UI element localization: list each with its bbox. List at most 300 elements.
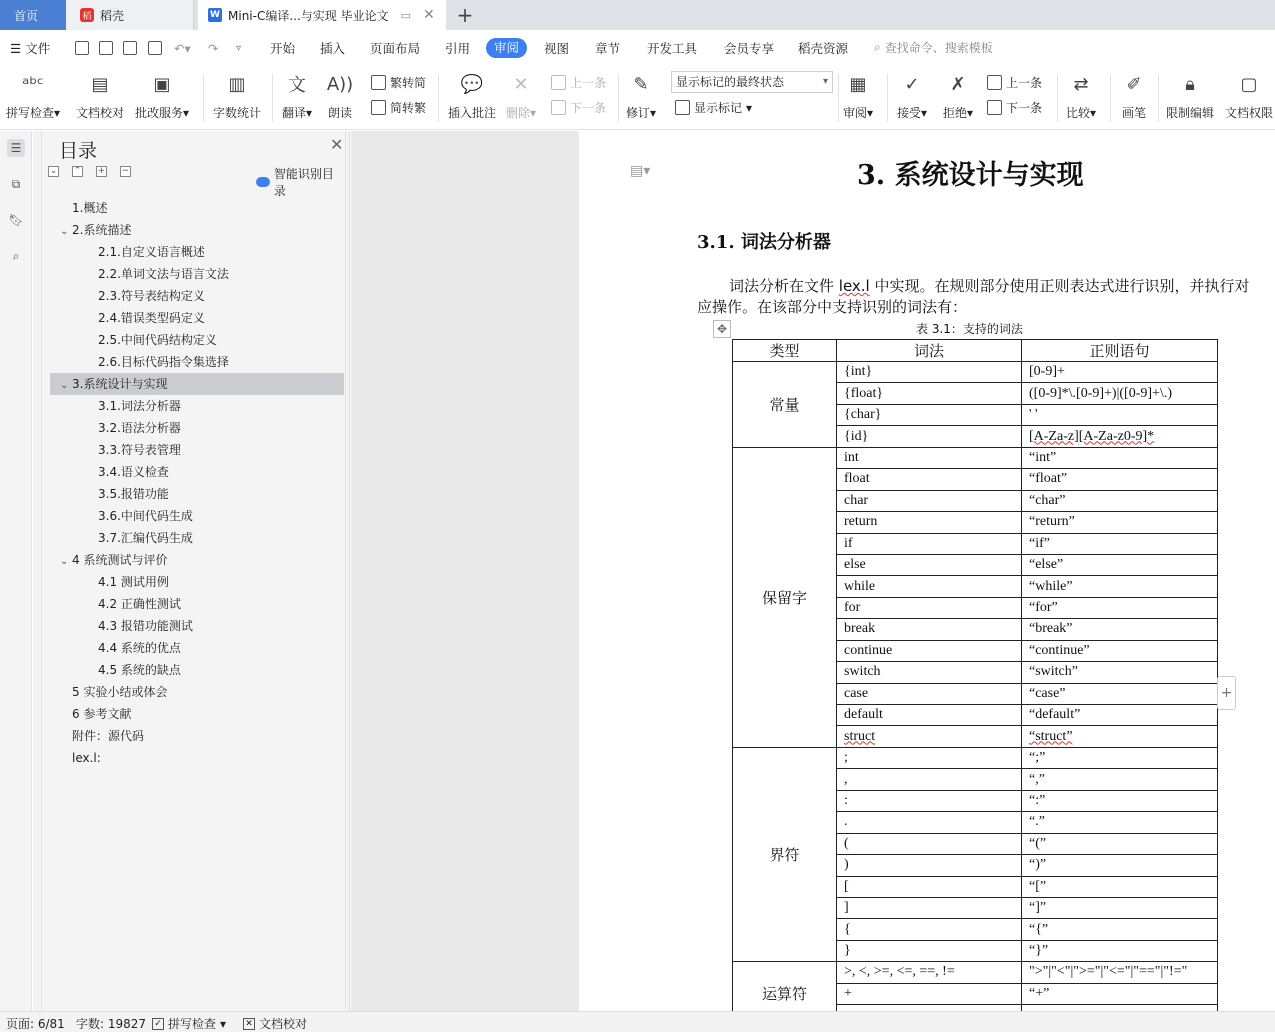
menu-view[interactable]: 视图 <box>544 41 570 56</box>
toc-item-label: 附件：源代码 <box>72 729 145 743</box>
table-cell-text: “continue” <box>1029 642 1090 658</box>
search-icon: ⌕ <box>874 40 881 54</box>
word-count-icon: ▥ <box>228 73 246 95</box>
word-count-button[interactable] <box>213 70 261 121</box>
table-lexeme-cell <box>837 469 1022 490</box>
table-regex-cell <box>1022 447 1218 468</box>
accept-button[interactable]: ✓ 接受▾ <box>897 70 927 121</box>
page-indicator[interactable] <box>6 1015 65 1032</box>
lexeme-table <box>732 339 1218 1027</box>
ribbon-divider <box>203 74 204 122</box>
next-comment-label: 下一条 <box>570 101 607 115</box>
show-markup-icon <box>675 100 690 115</box>
table-regex-cell <box>1022 962 1218 983</box>
ribbon-divider <box>272 74 273 122</box>
toc-item[interactable] <box>50 439 344 461</box>
table-cell-text: : <box>844 792 848 808</box>
table-cell-text: switch <box>844 664 881 680</box>
prev-comment-icon <box>551 75 566 90</box>
simp-to-trad-label: 简转繁 <box>390 101 427 115</box>
next-comment-icon <box>551 100 566 115</box>
table-regex-cell <box>1022 983 1218 1004</box>
smart-toc-icon <box>256 177 270 187</box>
bookmark-icon[interactable]: 🔖︎ <box>8 213 24 227</box>
next-change-label: 下一条 <box>1006 101 1043 115</box>
document-proof-icon: ▤ <box>91 73 109 95</box>
delete-comment-button[interactable]: ✕ 删除▾ <box>506 70 536 121</box>
new-tab-button[interactable] <box>452 0 478 30</box>
toc-item[interactable] <box>50 505 344 527</box>
word-count-indicator-label: 字数: 19827 <box>76 1017 147 1031</box>
table-lexeme-cell <box>837 426 1022 447</box>
menu-insert[interactable]: 插入 <box>320 41 346 56</box>
table-cell-text: break <box>844 621 876 637</box>
reject-icon: ✗ <box>950 73 966 95</box>
toc-item[interactable] <box>50 593 344 615</box>
chevron-down-icon[interactable]: ⌄ <box>60 380 69 391</box>
word-count-label: 字数统计 <box>213 106 262 120</box>
table-cell-text: “+” <box>1029 985 1050 1001</box>
show-markup-button[interactable]: 显示标记 ▾ <box>675 99 752 116</box>
insert-comment-button[interactable] <box>448 70 496 121</box>
toc-item[interactable] <box>50 659 344 681</box>
menu-page-layout[interactable]: 页面布局 <box>370 41 421 56</box>
pen-icon: ✐ <box>1126 73 1142 95</box>
table-regex-cell <box>1022 533 1218 554</box>
table-cell-text: “if” <box>1029 535 1050 551</box>
table-regex-cell <box>1022 426 1218 447</box>
toc-item[interactable] <box>50 285 344 307</box>
collapse-all-icon[interactable]: ⌄ <box>49 166 58 176</box>
table-cell-text: ) <box>844 857 849 873</box>
redo-icon[interactable]: ↷ <box>208 41 219 56</box>
table-cell-text: “char” <box>1029 492 1066 508</box>
table-regex-cell <box>1022 597 1218 618</box>
toc-item-label: 3.系统设计与实现 <box>72 377 168 391</box>
document-permission-button[interactable] <box>1225 70 1273 121</box>
close-icon[interactable]: ✕ <box>330 135 344 154</box>
table-row <box>733 962 1218 983</box>
table-lexeme-cell <box>837 919 1022 940</box>
table-header-regex: 正则语句 <box>1022 340 1218 362</box>
left-nav-strip <box>0 131 32 1011</box>
table-body <box>733 362 1218 1027</box>
table-row <box>733 362 1218 383</box>
toc-item-label: 4.5 系统的缺点 <box>98 663 181 677</box>
table-lexeme-cell <box>837 812 1022 833</box>
tab-home[interactable] <box>0 0 66 30</box>
remove-heading-icon[interactable]: − <box>121 166 130 176</box>
table-cell-text: {float} <box>844 385 884 401</box>
pen-button[interactable] <box>1121 70 1147 121</box>
tab-document[interactable] <box>198 0 446 30</box>
ribbon-divider <box>1110 74 1111 122</box>
markup-state-value: 显示标记的最终状态 <box>676 75 785 89</box>
add-side-button[interactable]: + <box>1217 676 1236 710</box>
toc-item[interactable] <box>50 263 344 285</box>
next-comment-button[interactable] <box>551 99 606 116</box>
table-lexeme-cell <box>837 554 1022 575</box>
table-category-cell: 运算符 <box>733 962 837 1026</box>
table-row <box>733 747 1218 768</box>
compare-button[interactable]: ⇄ 比较▾ <box>1066 70 1096 121</box>
table-cell-text: [0-9]+ <box>1029 364 1065 380</box>
table-lexeme-cell <box>837 962 1022 983</box>
table-cell-text: “for” <box>1029 600 1058 616</box>
menu-start[interactable]: 开始 <box>270 41 296 56</box>
table-cell-text: “struct” <box>1029 728 1073 744</box>
table-regex-cell <box>1022 619 1218 640</box>
toc-item-label: 4.2 正确性测试 <box>98 597 181 611</box>
toc-item[interactable] <box>50 373 344 395</box>
table-regex-cell <box>1022 790 1218 811</box>
table-cell-text: { <box>844 921 851 937</box>
table-lexeme-cell <box>837 362 1022 383</box>
hamburger-icon: ☰ <box>10 41 26 56</box>
table-cell-text: ([0-9]*\.[0-9]+)|([0-9]+\.) <box>1029 385 1172 401</box>
table-regex-cell <box>1022 919 1218 940</box>
toc-item-label: 2.3.符号表结构定义 <box>98 289 205 303</box>
permission-icon: ▢ <box>1240 73 1258 95</box>
toc-item[interactable] <box>50 395 344 417</box>
spell-check-button[interactable]: ᵃᵇᶜ 拼写检查▾ <box>6 70 60 121</box>
table-lexeme-cell <box>837 447 1022 468</box>
table-cell-text: “else” <box>1029 557 1064 573</box>
prev-change-label: 上一条 <box>1006 76 1043 90</box>
table-cell-text: “(” <box>1029 835 1047 851</box>
toc-item-label: 3.5.报错功能 <box>98 487 169 501</box>
menu-member[interactable]: 会员专享 <box>724 41 775 56</box>
table-cell-text: int <box>844 449 859 465</box>
table-cell-text: continue <box>844 642 893 658</box>
next-change-button[interactable] <box>987 99 1042 116</box>
table-cell-text: ' ' <box>1029 407 1038 423</box>
table-cell-text: while <box>844 578 876 594</box>
toc-item[interactable] <box>50 681 344 703</box>
toc-item[interactable] <box>50 747 344 769</box>
print-icon[interactable] <box>123 41 137 55</box>
table-row <box>733 447 1218 468</box>
toc-item[interactable] <box>50 241 344 263</box>
toc-item[interactable] <box>50 571 344 593</box>
table-category-cell: 常量 <box>733 362 837 448</box>
restrict-editing-button[interactable] <box>1166 70 1214 121</box>
toc-panel <box>33 131 350 1011</box>
table-lexeme-cell <box>837 940 1022 961</box>
document-proof-button[interactable] <box>76 70 124 121</box>
table-cell-text: ( <box>844 835 849 851</box>
table-cell-text: “int” <box>1029 449 1057 465</box>
table-lexeme-cell <box>837 769 1022 790</box>
file-menu[interactable] <box>10 39 50 59</box>
table-regex-cell <box>1022 469 1218 490</box>
table-cell-text: >, <, >=, <=, ==, != <box>844 964 955 980</box>
toc-item[interactable] <box>50 307 344 329</box>
table-cell-text: “)” <box>1029 857 1047 873</box>
toc-item-label: 3.4.语义检查 <box>98 465 169 479</box>
table-cell-text: “case” <box>1029 685 1066 701</box>
reject-button[interactable]: ✗ 拒绝▾ <box>943 70 973 121</box>
paragraph-menu-icon[interactable]: ▤▾ <box>630 163 651 179</box>
table-regex-cell <box>1022 833 1218 854</box>
table-regex-cell <box>1022 404 1218 425</box>
table-cell-text: ; <box>844 750 848 766</box>
checkbox-icon: ✓ <box>152 1018 164 1030</box>
menu-bar <box>0 30 1275 66</box>
toc-item[interactable] <box>50 549 344 571</box>
toc-item-label: 3.3.符号表管理 <box>98 443 181 457</box>
table-move-handle-icon[interactable]: ✥ <box>713 320 731 338</box>
heading-1: 3. 系统设计与实现 <box>857 160 1084 191</box>
compare-label: 比较 <box>1066 106 1091 120</box>
table-cell-text: else <box>844 557 866 573</box>
chevron-down-icon[interactable]: ⌄ <box>60 226 69 237</box>
table-cell-text: “{” <box>1029 921 1049 937</box>
toc-item-label: 4 系统测试与评价 <box>72 553 168 567</box>
print-preview-icon[interactable] <box>148 41 162 55</box>
table-regex-cell <box>1022 640 1218 661</box>
table-category-cell: 保留字 <box>733 447 837 747</box>
table-lexeme-cell <box>837 576 1022 597</box>
table-lexeme-cell <box>837 383 1022 404</box>
proof-check-icon: ✕ <box>243 1018 255 1030</box>
toc-item[interactable] <box>50 725 344 747</box>
status-proof-label: 文档校对 <box>259 1017 308 1031</box>
trad-to-simp-button[interactable] <box>371 74 426 91</box>
insert-comment-label: 插入批注 <box>448 106 497 120</box>
toc-item[interactable] <box>50 329 344 351</box>
table-regex-cell <box>1022 512 1218 533</box>
translate-icon: 文 <box>288 75 307 96</box>
toc-item[interactable] <box>50 351 344 373</box>
smart-toc-button[interactable] <box>256 165 345 199</box>
command-search-placeholder: 查找命令、搜索模板 <box>884 41 993 55</box>
table-header-type: 类型 <box>733 340 837 362</box>
para-text-after: 中实现。在规则部分使用正则表达式进行识别，并执行对应操作。在该部分中支持识别的词法有： <box>697 277 1250 316</box>
tab-close-icon[interactable]: ✕ <box>423 7 435 23</box>
table-caption: 表 3.1：支持的词法 <box>916 322 1023 336</box>
expand-all-icon[interactable]: ⌃ <box>73 166 82 176</box>
quick-access-more-icon[interactable]: ▿ <box>236 43 242 54</box>
tab-document-label: Mini-C编译...与实现 毕业论文 <box>228 8 389 23</box>
table-cell-text: “[” <box>1029 878 1047 894</box>
table-cell-text: [ <box>844 878 849 894</box>
compare-icon: ⇄ <box>1073 73 1089 95</box>
toc-item-label: 4.4 系统的优点 <box>98 641 181 655</box>
table-cell-text: default <box>844 707 883 723</box>
daoke-logo-icon: 稻 <box>80 8 94 22</box>
table-lexeme-cell <box>837 983 1022 1004</box>
table-regex-cell <box>1022 554 1218 575</box>
translate-label: 翻译 <box>282 106 307 120</box>
toc-item-label: 3.7.汇编代码生成 <box>98 531 193 545</box>
table-lexeme-cell <box>837 726 1022 747</box>
export-pdf-icon[interactable] <box>99 41 113 55</box>
delete-comment-icon: ✕ <box>513 73 529 95</box>
toc-item-label: 2.4.错误类型码定义 <box>98 311 205 325</box>
table-lexeme-cell <box>837 640 1022 661</box>
table-cell-text: “return” <box>1029 514 1075 530</box>
table-cell-text: {int} <box>844 364 873 380</box>
table-cell-text: char <box>844 492 869 508</box>
menu-reference[interactable]: 引用 <box>445 41 471 56</box>
toc-item[interactable] <box>50 461 344 483</box>
table-header-lexeme: 词法 <box>837 340 1022 362</box>
read-aloud-label: 朗读 <box>327 106 352 120</box>
toc-item-label: 6 参考文献 <box>72 707 132 721</box>
toc-item[interactable] <box>50 483 344 505</box>
heading-2: 3.1. 词法分析器 <box>697 232 831 253</box>
ribbon-divider <box>1158 74 1159 122</box>
table-regex-cell <box>1022 940 1218 961</box>
review-pane-icon: ▦ <box>849 73 867 95</box>
toc-item-label: 4.3 报错功能测试 <box>98 619 193 633</box>
table-regex-cell <box>1022 383 1218 404</box>
review-service-button[interactable]: ▣ 批改服务▾ <box>135 70 189 121</box>
table-category-cell: 界符 <box>733 747 837 961</box>
menu-review[interactable]: 审阅 <box>486 38 527 58</box>
toc-nav-icon[interactable]: ☰ <box>7 139 25 157</box>
table-lexeme-cell <box>837 619 1022 640</box>
toc-item[interactable] <box>50 197 344 219</box>
spell-check-icon: ᵃᵇᶜ <box>22 73 44 95</box>
ribbon-review <box>0 66 1275 130</box>
table-cell-text: . <box>844 814 848 830</box>
toc-title: 目录 <box>59 140 98 162</box>
table-lexeme-cell <box>837 876 1022 897</box>
reject-label: 拒绝 <box>943 106 968 120</box>
lock-icon: 🔒︎ <box>1185 73 1195 95</box>
pen-label: 画笔 <box>1121 106 1146 120</box>
undo-icon[interactable]: ↶▾ <box>174 41 191 56</box>
table-cell-text: “:” <box>1029 792 1046 808</box>
show-markup-label: 显示标记 <box>694 101 743 115</box>
toc-item-label: lex.l: <box>72 751 101 765</box>
table-regex-cell <box>1022 576 1218 597</box>
table-lexeme-cell <box>837 790 1022 811</box>
toc-item-label: 3.2.语法分析器 <box>98 421 181 435</box>
review-service-icon: ▣ <box>153 73 171 95</box>
table-regex-cell <box>1022 705 1218 726</box>
table-regex-cell <box>1022 362 1218 383</box>
accept-label: 接受 <box>897 106 922 120</box>
translate-button[interactable]: 文 翻译▾ <box>282 70 312 121</box>
table-cell-text: ">"|"<"|">="|"<="|"=="|"!=" <box>1029 964 1188 980</box>
table-cell-text: “.” <box>1029 814 1045 830</box>
para-filename: lex.l <box>838 277 870 295</box>
track-changes-icon: ✎ <box>633 73 649 95</box>
table-cell-text: “]” <box>1029 900 1047 916</box>
new-tab-label: + <box>456 3 474 27</box>
toc-panel-body <box>41 131 346 1009</box>
wps-writer-icon: W <box>208 8 222 22</box>
toc-item-label: 3.1.词法分析器 <box>98 399 181 413</box>
table-lexeme-cell <box>837 490 1022 511</box>
read-aloud-button[interactable] <box>327 70 353 121</box>
table-cell-text: “break” <box>1029 621 1073 637</box>
toc-item-label: 2.1.自定义语言概述 <box>98 245 205 259</box>
table-regex-cell <box>1022 812 1218 833</box>
prev-change-icon <box>987 75 1002 90</box>
simp-to-trad-button[interactable] <box>371 99 426 116</box>
insert-comment-icon: 💬 <box>460 73 484 95</box>
toc-item[interactable] <box>50 615 344 637</box>
table-lexeme-cell <box>837 855 1022 876</box>
command-search[interactable] <box>874 39 993 56</box>
prev-comment-button[interactable] <box>551 74 606 91</box>
table-lexeme-cell <box>837 897 1022 918</box>
document-proof-label: 文档校对 <box>76 106 125 120</box>
delete-comment-label: 删除 <box>506 106 531 120</box>
toc-item-label: 2.6.目标代码指令集选择 <box>98 355 229 369</box>
menu-developer[interactable]: 开发工具 <box>647 41 698 56</box>
tab-bar <box>0 0 1275 30</box>
read-aloud-icon: A)) <box>326 73 354 95</box>
table-regex-cell <box>1022 490 1218 511</box>
toc-item[interactable] <box>50 527 344 549</box>
table-regex-cell <box>1022 662 1218 683</box>
add-heading-icon[interactable]: + <box>97 166 106 176</box>
table-regex-cell <box>1022 876 1218 897</box>
track-changes-label: 修订 <box>626 106 651 120</box>
menu-chapter[interactable]: 章节 <box>595 41 621 56</box>
para-text-before: 词法分析在文件 <box>729 277 839 295</box>
save-icon[interactable] <box>75 41 89 55</box>
status-proof[interactable] <box>243 1015 307 1032</box>
trad-to-simp-icon <box>371 75 386 90</box>
status-spell-check[interactable]: ✓ 拼写检查 ▾ <box>152 1015 226 1032</box>
track-changes-button[interactable]: ✎ 修订▾ <box>626 70 656 121</box>
trad-to-simp-label: 繁转简 <box>390 76 427 90</box>
word-count-indicator[interactable] <box>76 1015 146 1032</box>
menu-daoke-resources[interactable]: 稻壳资源 <box>798 41 849 56</box>
table-cell-text: for <box>844 600 861 616</box>
ribbon-divider <box>887 74 888 122</box>
toc-item[interactable] <box>50 703 344 725</box>
review-pane-button[interactable]: ▦ 审阅▾ <box>843 70 873 121</box>
tab-daoke[interactable] <box>66 0 194 30</box>
toc-item[interactable] <box>50 417 344 439</box>
table-regex-cell <box>1022 897 1218 918</box>
simp-to-trad-icon <box>371 100 386 115</box>
smart-toc-label: 智能识别目录 <box>273 167 334 198</box>
file-menu-label: 文件 <box>25 41 51 56</box>
table-cell-text: “switch” <box>1029 664 1078 680</box>
find-icon[interactable]: ⌕ <box>12 248 20 263</box>
table-cell-text: , <box>844 771 848 787</box>
status-spell-label: 拼写检查 <box>168 1017 217 1031</box>
table-lexeme-cell <box>837 597 1022 618</box>
prev-change-button[interactable] <box>987 74 1042 91</box>
table-lexeme-cell <box>837 533 1022 554</box>
table-header-row <box>733 340 1218 362</box>
review-pane-label: 审阅 <box>843 106 868 120</box>
table-lexeme-cell <box>837 705 1022 726</box>
table-cell-text: return <box>844 514 878 530</box>
ribbon-divider <box>1057 74 1058 122</box>
toc-item[interactable] <box>50 637 344 659</box>
markup-state-select[interactable] <box>671 71 833 93</box>
table-cell-text: “float” <box>1029 471 1068 487</box>
toc-item[interactable] <box>50 219 344 241</box>
tab-pin-icon[interactable]: ▭ <box>400 8 412 22</box>
restrict-editing-label: 限制编辑 <box>1166 106 1215 120</box>
table-lexeme-cell <box>837 683 1022 704</box>
accept-icon: ✓ <box>904 73 920 95</box>
table-cell-text: “default” <box>1029 707 1081 723</box>
chapter-nav-icon[interactable]: ⧉ <box>11 176 21 191</box>
chevron-down-icon[interactable]: ⌄ <box>60 556 69 567</box>
